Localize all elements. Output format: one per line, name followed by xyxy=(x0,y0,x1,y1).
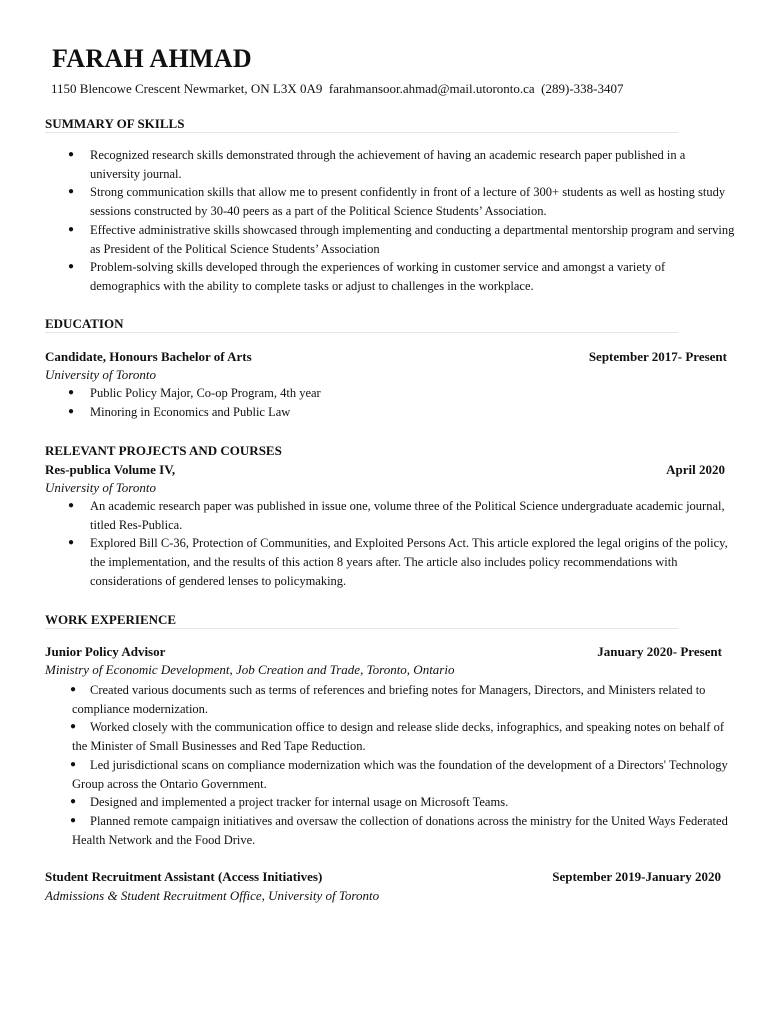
section-divider xyxy=(45,132,678,133)
section-divider xyxy=(45,332,678,333)
list-item: ● Worked closely with the communication office to design and release slide decks, infographics, and speaking notes on behalf of the Minister of Small Businesses and Red Tape Reduction. xyxy=(45,718,735,755)
project-date: April 2020 xyxy=(666,462,725,477)
education-header xyxy=(45,349,727,365)
job-header xyxy=(45,644,722,660)
job-duties-list xyxy=(45,681,735,849)
project-school: University of Toronto xyxy=(45,480,156,495)
job-role: Student Recruitment Assistant (Access Initiatives) xyxy=(45,869,323,884)
degree-title: Candidate, Honours Bachelor of Arts xyxy=(45,349,252,364)
list-item: ● Problem-solving skills developed through the experiences of working in customer service and amongst a variety of demographics with the ability to complete tasks or adjust to challenges in the workplace. xyxy=(45,258,735,295)
section-title-summary: SUMMARY OF SKILLS xyxy=(45,116,185,131)
education-list xyxy=(45,384,735,421)
list-item: ● Created various documents such as terms of references and briefing notes for Managers, Directors, and Ministers related to compliance modernization. xyxy=(45,681,735,718)
project-title: Res-publica Volume IV, xyxy=(45,462,176,477)
list-item: ● Designed and implemented a project tracker for internal usage on Microsoft Teams. xyxy=(45,793,735,812)
list-item: ● Explored Bill C-36, Protection of Communities, and Exploited Persons Act. This article explored the legal origins of the policy, the implementation, and the results of this action 8 years after. The article also includes policy recommendations with considerations of gendered lenses to policymaking. xyxy=(45,534,735,590)
list-item: ● An academic research paper was published in issue one, volume three of the Political Science undergraduate academic journal, titled Res-Publica. xyxy=(45,497,735,534)
section-title-work: WORK EXPERIENCE xyxy=(45,612,177,627)
list-item: ● Public Policy Major, Co-op Program, 4th year xyxy=(45,384,735,403)
project-header xyxy=(45,462,727,478)
section-title-projects: RELEVANT PROJECTS AND COURSES xyxy=(45,443,282,458)
project-list xyxy=(45,497,735,591)
list-item: ● Strong communication skills that allow me to present confidently in front of a lecture of 300+ students as well as hosting study sessions constructed by 30-40 peers as a part of the Political Science Students’ Association. xyxy=(45,183,735,220)
job-organization: Ministry of Economic Development, Job Creation and Trade, Toronto, Ontario xyxy=(45,662,455,677)
list-item: ● Led jurisdictional scans on compliance modernization which was the foundation of the development of a Directors' Technology Group across the Ontario Government. xyxy=(45,756,735,793)
list-item: ● Effective administrative skills showcased through implementing and conducting a departmental mentorship program and serving as President of the Political Science Students’ Association xyxy=(45,221,735,258)
section-title-education: EDUCATION xyxy=(45,316,124,331)
job-date: January 2020- Present xyxy=(597,644,722,659)
list-item: ● Recognized research skills demonstrated through the achievement of having an academic research paper published in a university journal. xyxy=(45,146,735,183)
section-divider xyxy=(45,628,678,629)
candidate-name: FARAH AHMAD xyxy=(52,44,252,73)
job-organization: Admissions & Student Recruitment Office, University of Toronto xyxy=(45,888,380,903)
job-role: Junior Policy Advisor xyxy=(45,644,166,659)
summary-list xyxy=(45,146,735,296)
list-item: ● Planned remote campaign initiatives and oversaw the collection of donations across the ministry for the United Ways Federated Health Network and the Food Drive. xyxy=(45,812,735,849)
job-date: September 2019-January 2020 xyxy=(552,869,721,884)
contact-line: 1150 Blencowe Crescent Newmarket, ON L3X 0A9 farahmansoor.ahmad@mail.utoronto.ca (289)-338-3407 xyxy=(51,81,624,96)
education-school: University of Toronto xyxy=(45,367,156,382)
job-header xyxy=(45,869,721,885)
list-item: ● Minoring in Economics and Public Law xyxy=(45,403,735,422)
education-date: September 2017- Present xyxy=(588,349,727,364)
